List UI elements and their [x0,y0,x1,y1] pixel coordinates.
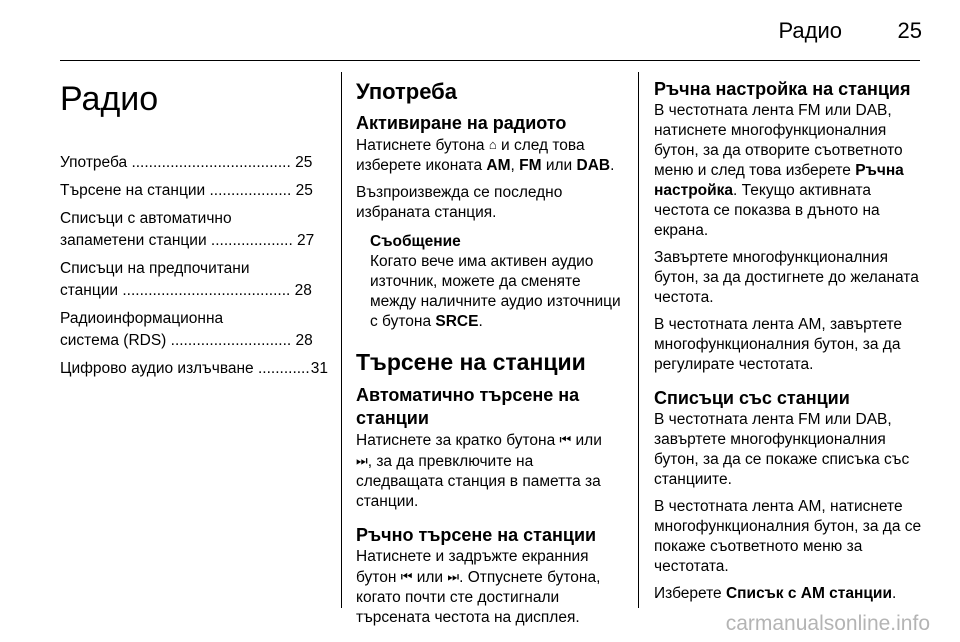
paragraph: В честотната лента FM или DAB, завъртете многофункционалния бутон, за да се покаже списъка със станциите. [654,411,910,488]
paragraph: В честотната лента AM, натиснете многофункционалния бутон, за да се покаже съответното меню за честотата. [654,498,922,575]
content-column-3 [654,72,922,604]
chapter-title: Радио [60,80,159,118]
subsection-title: Ръчна настройка на станция [654,79,911,99]
seek-forward-icon: ⏭ [447,569,460,584]
header-title: Радио [778,18,842,43]
paragraph: Натиснете за кратко бутона ⏮ или ⏭, за да превключите на следващата станция в паметта за станции. [356,432,602,510]
table-of-contents [60,152,328,380]
toc-entry[interactable]: Употреба ..................................... 25 [60,154,313,171]
paragraph: Натиснете и задръжте екранния бутон ⏮ или ⏭. Отпуснете бутона, когато почти сте достигнали търсената честота на дисплея. [356,548,601,626]
column-divider [341,72,342,608]
toc-entry[interactable]: Списъци с автоматично запаметени станции ................... 27 [60,210,315,249]
toc-entry[interactable]: Цифрово аудио излъчване ..... 31 [60,358,328,380]
paragraph: Възпроизвежда се последно избраната станция. [356,184,563,221]
paragraph: Натиснете бутона ⌂ и след това изберете иконата AM, FM или DAB. [356,137,615,174]
seek-back-icon: ⏮ [559,432,572,447]
seek-back-icon: ⏮ [400,569,413,584]
page-number: 25 [897,18,922,43]
header-rule [60,60,920,61]
paragraph: Изберете Списък с AM станции. [654,585,897,602]
content-column-2 [356,72,622,628]
page-header [0,16,960,48]
toc-entry[interactable]: Радиоинформационна система (RDS) ............................ 28 [60,310,313,349]
paragraph: В честотната лента FM или DAB, натиснете многофункционалния бутон, за да отворите съответното меню и след това изберете Ръчна настройка. Текущо активната честота се показва в дъното на екрана. [654,102,904,239]
note-text: Когато вече има активен аудио източник, можете да сменяте между наличните аудио източници с бутона SRCE. [370,253,621,330]
paragraph: Завъртете многофункционалния бутон, за да достигнете до желаната честота. [654,249,919,306]
section-title-search: Търсене на станции [356,349,586,375]
subsection-title: Активиране на радиото [356,113,567,133]
toc-column [60,72,328,386]
subsection-title: Автоматично търсене на станции [356,385,580,428]
note-title: Съобщение [370,233,461,250]
watermark: carmanualsonline.info [725,612,930,635]
seek-forward-icon: ⏭ [356,453,368,468]
home-icon: ⌂ [488,137,497,152]
note-block [356,232,622,332]
subsection-title: Ръчно търсене на станции [356,525,597,545]
toc-entry[interactable]: Търсене на станции ................... 25 [60,182,313,199]
toc-entry[interactable]: Списъци на предпочитани станции ....................................... 28 [60,260,312,299]
column-divider [638,72,639,608]
subsection-title: Списъци със станции [654,388,850,408]
paragraph: В честотната лента AM, завъртете многофункционалния бутон, за да регулирате честотата. [654,316,903,373]
section-title-usage: Употреба [356,79,458,104]
